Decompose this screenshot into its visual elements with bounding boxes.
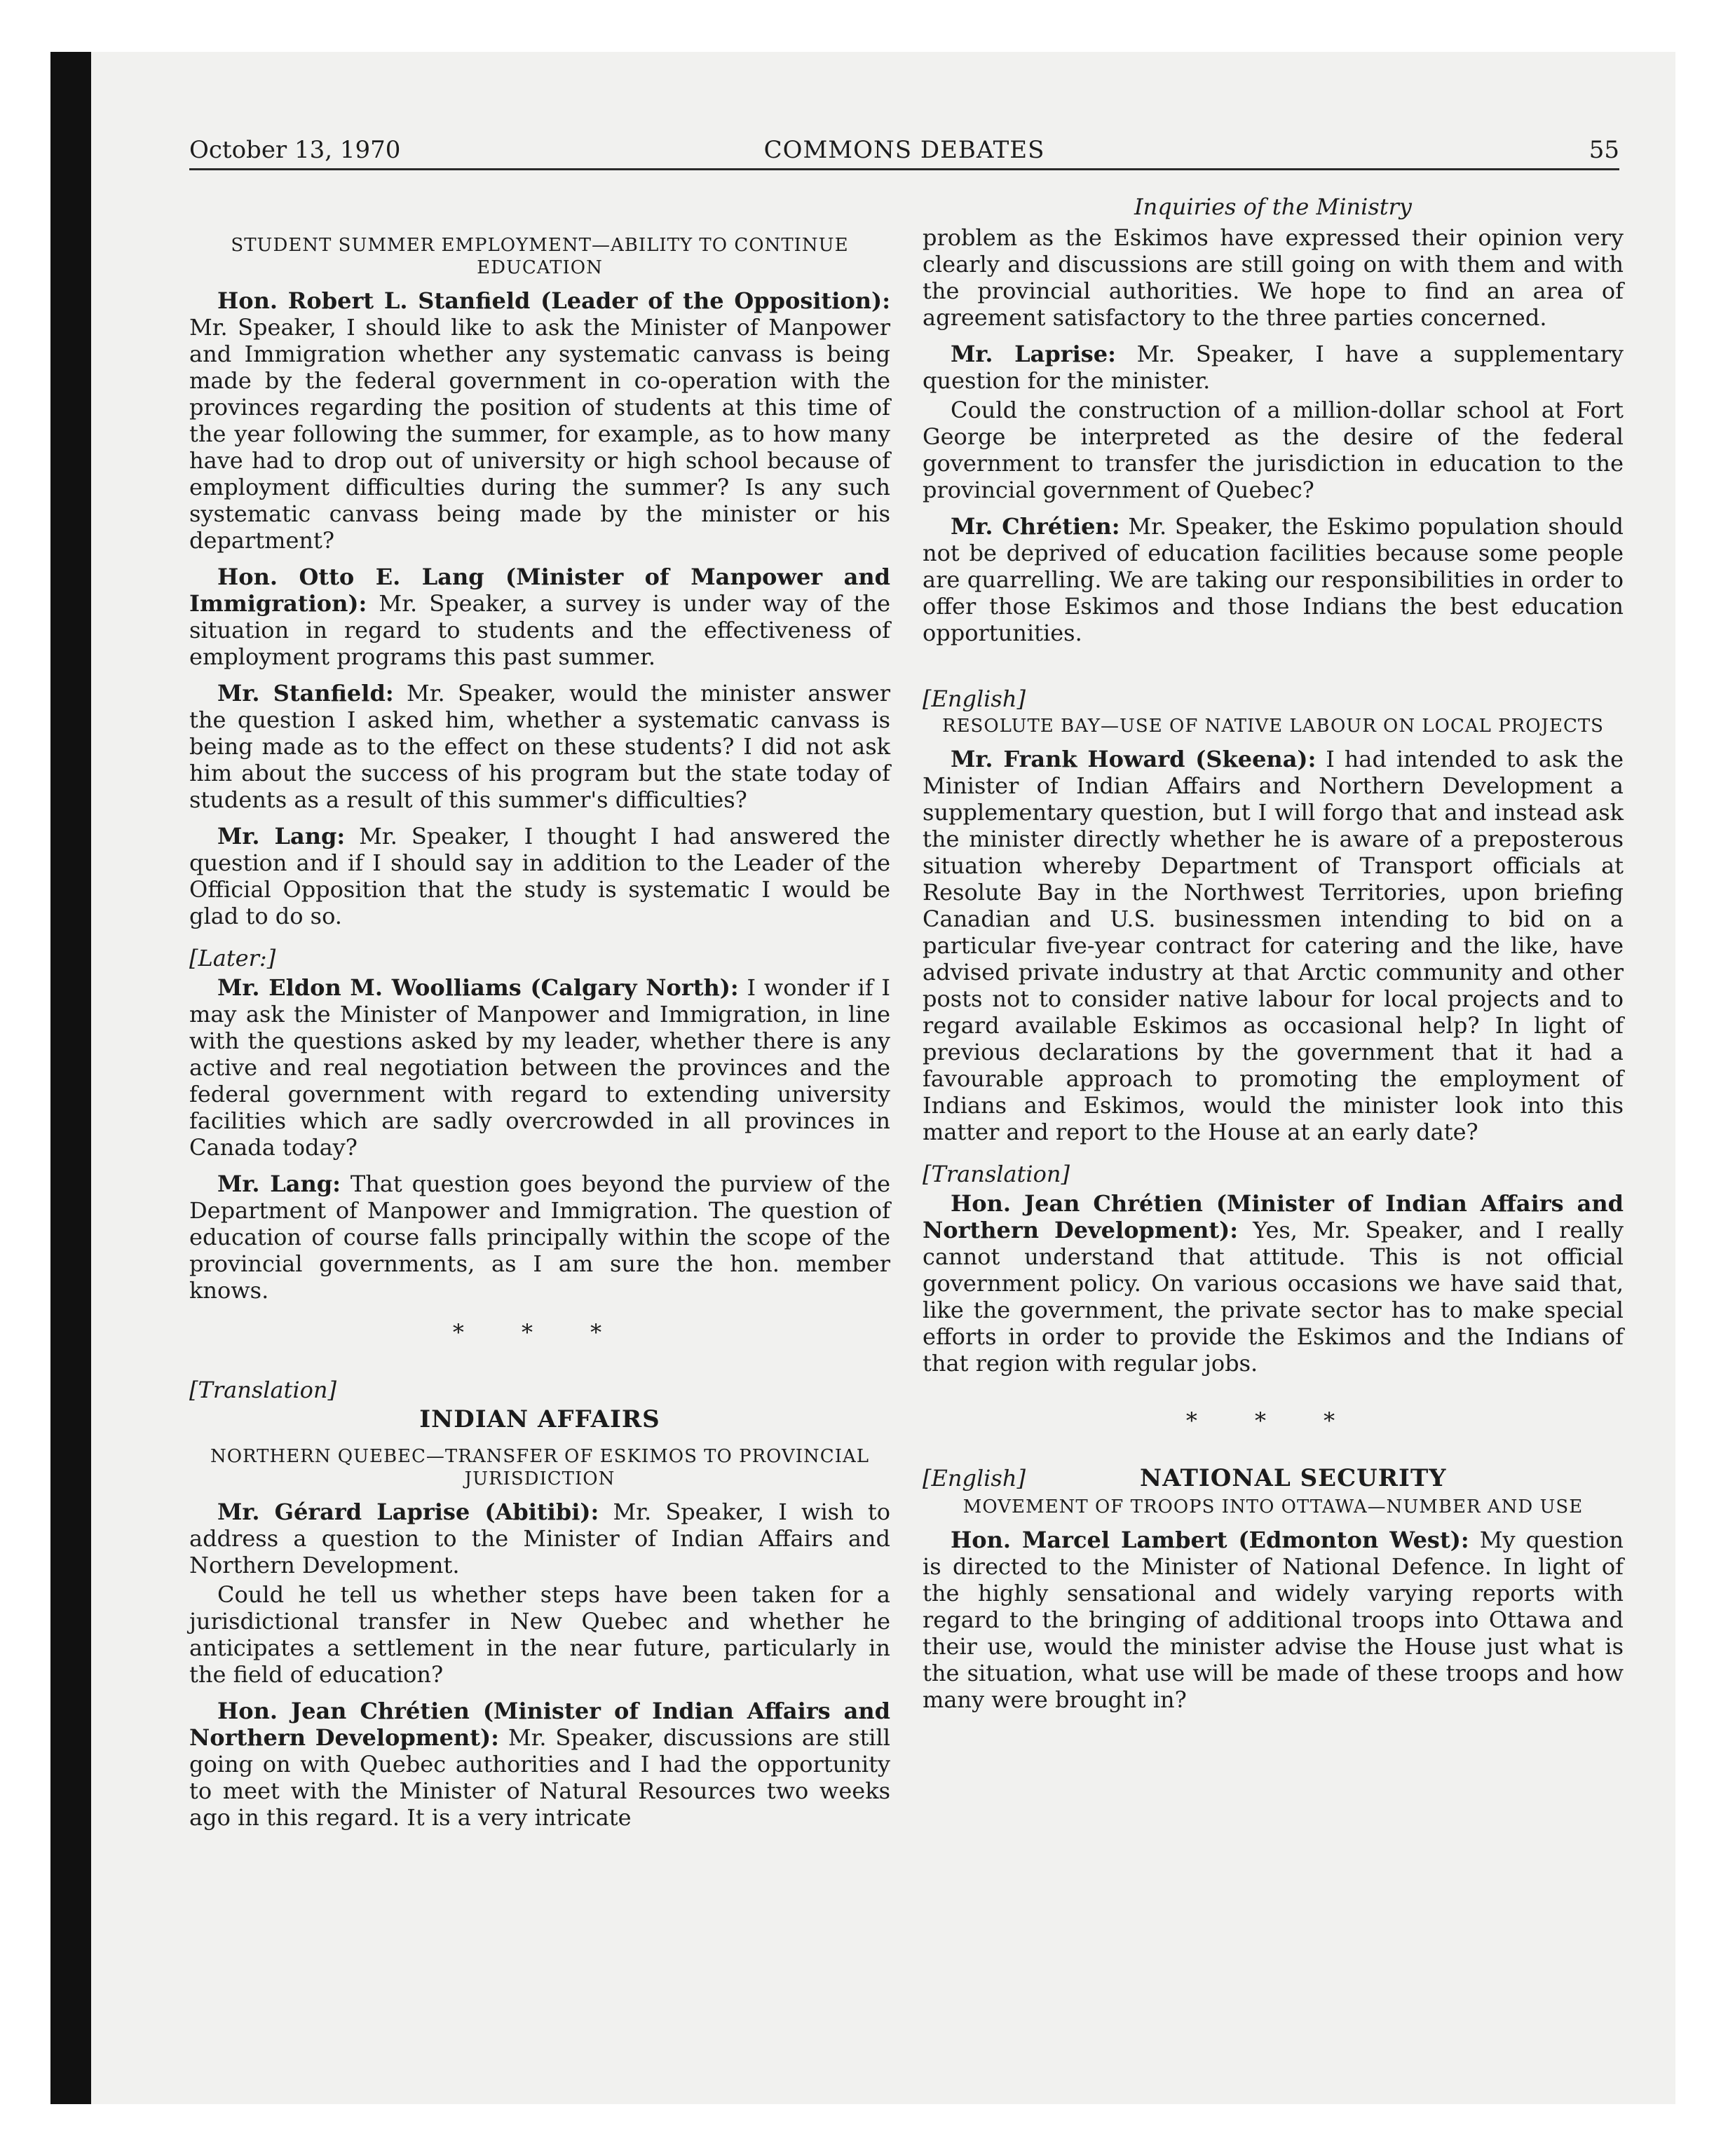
speaker-name: Mr. Laprise:: [951, 341, 1116, 367]
speaker-name: Hon. Jean Chrétien (Minister of Indian Affairs and Northern Development):: [189, 1698, 890, 1751]
speech-text: Mr. Speaker, I thought I had answered the question and if I should say in addition to the Leader of the Official Opposition that the study is systematic I would be glad to do so.: [189, 823, 891, 929]
page-number: 55: [1588, 136, 1619, 164]
section-heading-indian-affairs: INDIAN AFFAIRS: [419, 1405, 660, 1433]
section-separator: * * *: [452, 1319, 627, 1346]
paragraph: [923, 1527, 1624, 1713]
paragraph: [923, 746, 1624, 1145]
paragraph: Could he tell us whether steps have been taken for a jurisdictional transfer in New Quebec and whether he anticipates a settlement in the near future, particularly in the field of education?: [189, 1581, 890, 1688]
speech-text: Yes, Mr. Speaker, and I really cannot understand that attitude. This is not official government policy. On various occasions we have said that, like the government, the private sector has to make special efforts in order to provide the Eskimos and the Indians of that region with regular jobs.: [923, 1217, 1624, 1377]
speaker-name: Hon. Marcel Lambert (Edmonton West):: [951, 1527, 1469, 1553]
speech-text: I had intended to ask the Minister of Indian Affairs and Northern Development a supplementary question, but I will forgo that and instead ask the minister directly whether he is aware of a preposterous situation whereby Department of Transport officials at Resolute Bay in the Northwest Territories, upon briefing Canadian and U.S. businessmen intending to bid on a particular five-year contract for catering and the like, have advised private industry at that Arctic community and other posts not to consider native labour for local projects and to regard available Eskimos as occasional help? In light of previous declarations by the government that it had a favourable approach to promoting the employment of Indians and Eskimos, would the minister look into this matter and report to the House at an early date?: [923, 746, 1624, 1145]
translation-tag: [Translation]: [923, 1161, 1070, 1187]
speech-text: Mr. Speaker, discussions are still going on with Quebec authorities and I had the opportunity to meet with the Minister of Natural Resources two weeks ago in this regard. It is a very intricate: [189, 1724, 891, 1831]
speaker-name: Mr. Lang:: [217, 823, 346, 850]
section-heading-row: [923, 1465, 1624, 1492]
speech-text: Mr. Speaker, a survey is under way of the situation in regard to students and the effectiveness of employment programs this past summer.: [189, 590, 890, 670]
subheading-resolute-bay: RESOLUTE BAY—USE OF NATIVE LABOUR ON LOCAL PROJECTS: [942, 716, 1604, 737]
header-title: COMMONS DEBATES: [763, 136, 1045, 164]
paragraph: [189, 823, 890, 929]
speaker-name: Mr. Stanfield:: [217, 680, 394, 707]
speaker-name: Mr. Lang:: [217, 1171, 341, 1197]
speech-text: Mr. Speaker, the Eskimo population should not be deprived of education facilities because some people are quarrelling. We are taking our responsibilities in order to offer those Eskimos and those Indians the best education opportunities.: [923, 513, 1624, 646]
header-date: October 13, 1970: [189, 136, 401, 164]
speech-text: Mr. Speaker, would the minister answer the question I asked him, whether a systematic canvass is being made as to the effect on these students? I did not ask him about the success of his program but the state today of students as a result of this summer's difficulties?: [189, 680, 891, 813]
speaker-name: Hon. Otto E. Lang (Minister of Manpower and Immigration):: [189, 564, 890, 617]
paragraph: [189, 680, 890, 813]
subheading-northern-quebec: NORTHERN QUEBEC—TRANSFER OF ESKIMOS TO PROVINCIAL JURISDICTION: [210, 1446, 870, 1489]
speaker-name: Mr. Gérard Laprise (Abitibi):: [217, 1499, 599, 1525]
later-tag: [Later:]: [189, 945, 276, 971]
paragraph: problem as the Eskimos have expressed their opinion very clearly and discussions are still going on with them and with the provincial authorities. We hope to find an area of agreement satisfactory to the three parties concerned.: [923, 224, 1624, 331]
english-tag: [English]: [923, 1465, 1026, 1492]
page-header: [189, 132, 1619, 170]
speaker-name: Mr. Eldon M. Woolliams (Calgary North):: [217, 974, 739, 1001]
paragraph: [189, 1698, 890, 1831]
speech-text: That question goes beyond the purview of the Department of Manpower and Immigration. The question of education of course falls principally within the scope of the provincial governments, as I am sure the hon. member knows.: [189, 1171, 891, 1304]
right-column: [923, 193, 1624, 1723]
paragraph: [923, 513, 1624, 646]
paragraph: Could the construction of a million-dollar school at Fort George be interpreted as the desire of the federal government to transfer the jurisdiction in education to the provincial government of Quebec?: [923, 397, 1624, 503]
speech-text: I wonder if I may ask the Minister of Manpower and Immigration, in line with the questions asked by my leader, whether there is any active and real negotiation between the provinces and the federal government with regard to extending university facilities which are sadly overcrowded in all provinces in Canada today?: [189, 974, 891, 1161]
speaker-name: Mr. Chrétien:: [951, 513, 1120, 540]
speaker-name: Hon. Jean Chrétien (Minister of Indian Affairs and Northern Development):: [923, 1190, 1624, 1243]
english-tag: [English]: [923, 685, 1026, 712]
speech-text: Mr. Speaker, I should like to ask the Minister of Manpower and Immigration whether any systematic canvass is being made by the federal government in co-operation with the provinces regarding the position of students at this time of the year following the summer, for example, as to how many have had to drop out of university or high school because of employment difficulties during the summer? Is any such systematic canvass being made by the minister or his department?: [189, 314, 890, 554]
paragraph: [189, 974, 890, 1161]
paragraph: [189, 287, 890, 554]
running-head: Inquiries of the Ministry: [1134, 193, 1412, 220]
paragraph: [189, 1171, 890, 1304]
speech-text: My question is directed to the Minister of National Defence. In light of the highly sensational and widely varying reports with regard to the bringing of additional troops into Ottawa and their use, would the minister advise the House just what is the situation, what use will be made of these troops and how many were brought in?: [923, 1527, 1624, 1713]
subheading-student-employment: STUDENT SUMMER EMPLOYMENT—ABILITY TO CONTINUE EDUCATION: [231, 235, 849, 278]
paragraph: [189, 1499, 890, 1578]
section-heading-national-security: NATIONAL SECURITY: [1140, 1464, 1447, 1492]
speech-text: Mr. Speaker, I wish to address a question to the Minister of Indian Affairs and Northern Development.: [189, 1499, 891, 1578]
speech-text: Mr. Speaker, I have a supplementary question for the minister.: [923, 341, 1624, 394]
subheading-troops: MOVEMENT OF TROOPS INTO OTTAWA—NUMBER AND USE: [962, 1496, 1584, 1517]
translation-tag: [Translation]: [189, 1377, 336, 1403]
paragraph: [923, 341, 1624, 394]
scan-binding-edge: [50, 52, 91, 2104]
left-column: [189, 193, 890, 1841]
section-separator: * * *: [1185, 1407, 1361, 1434]
paragraph: [923, 1190, 1624, 1377]
paragraph: [189, 564, 890, 670]
speaker-name: Hon. Robert L. Stanfield (Leader of the Opposition):: [217, 287, 890, 314]
speaker-name: Mr. Frank Howard (Skeena):: [951, 746, 1316, 772]
